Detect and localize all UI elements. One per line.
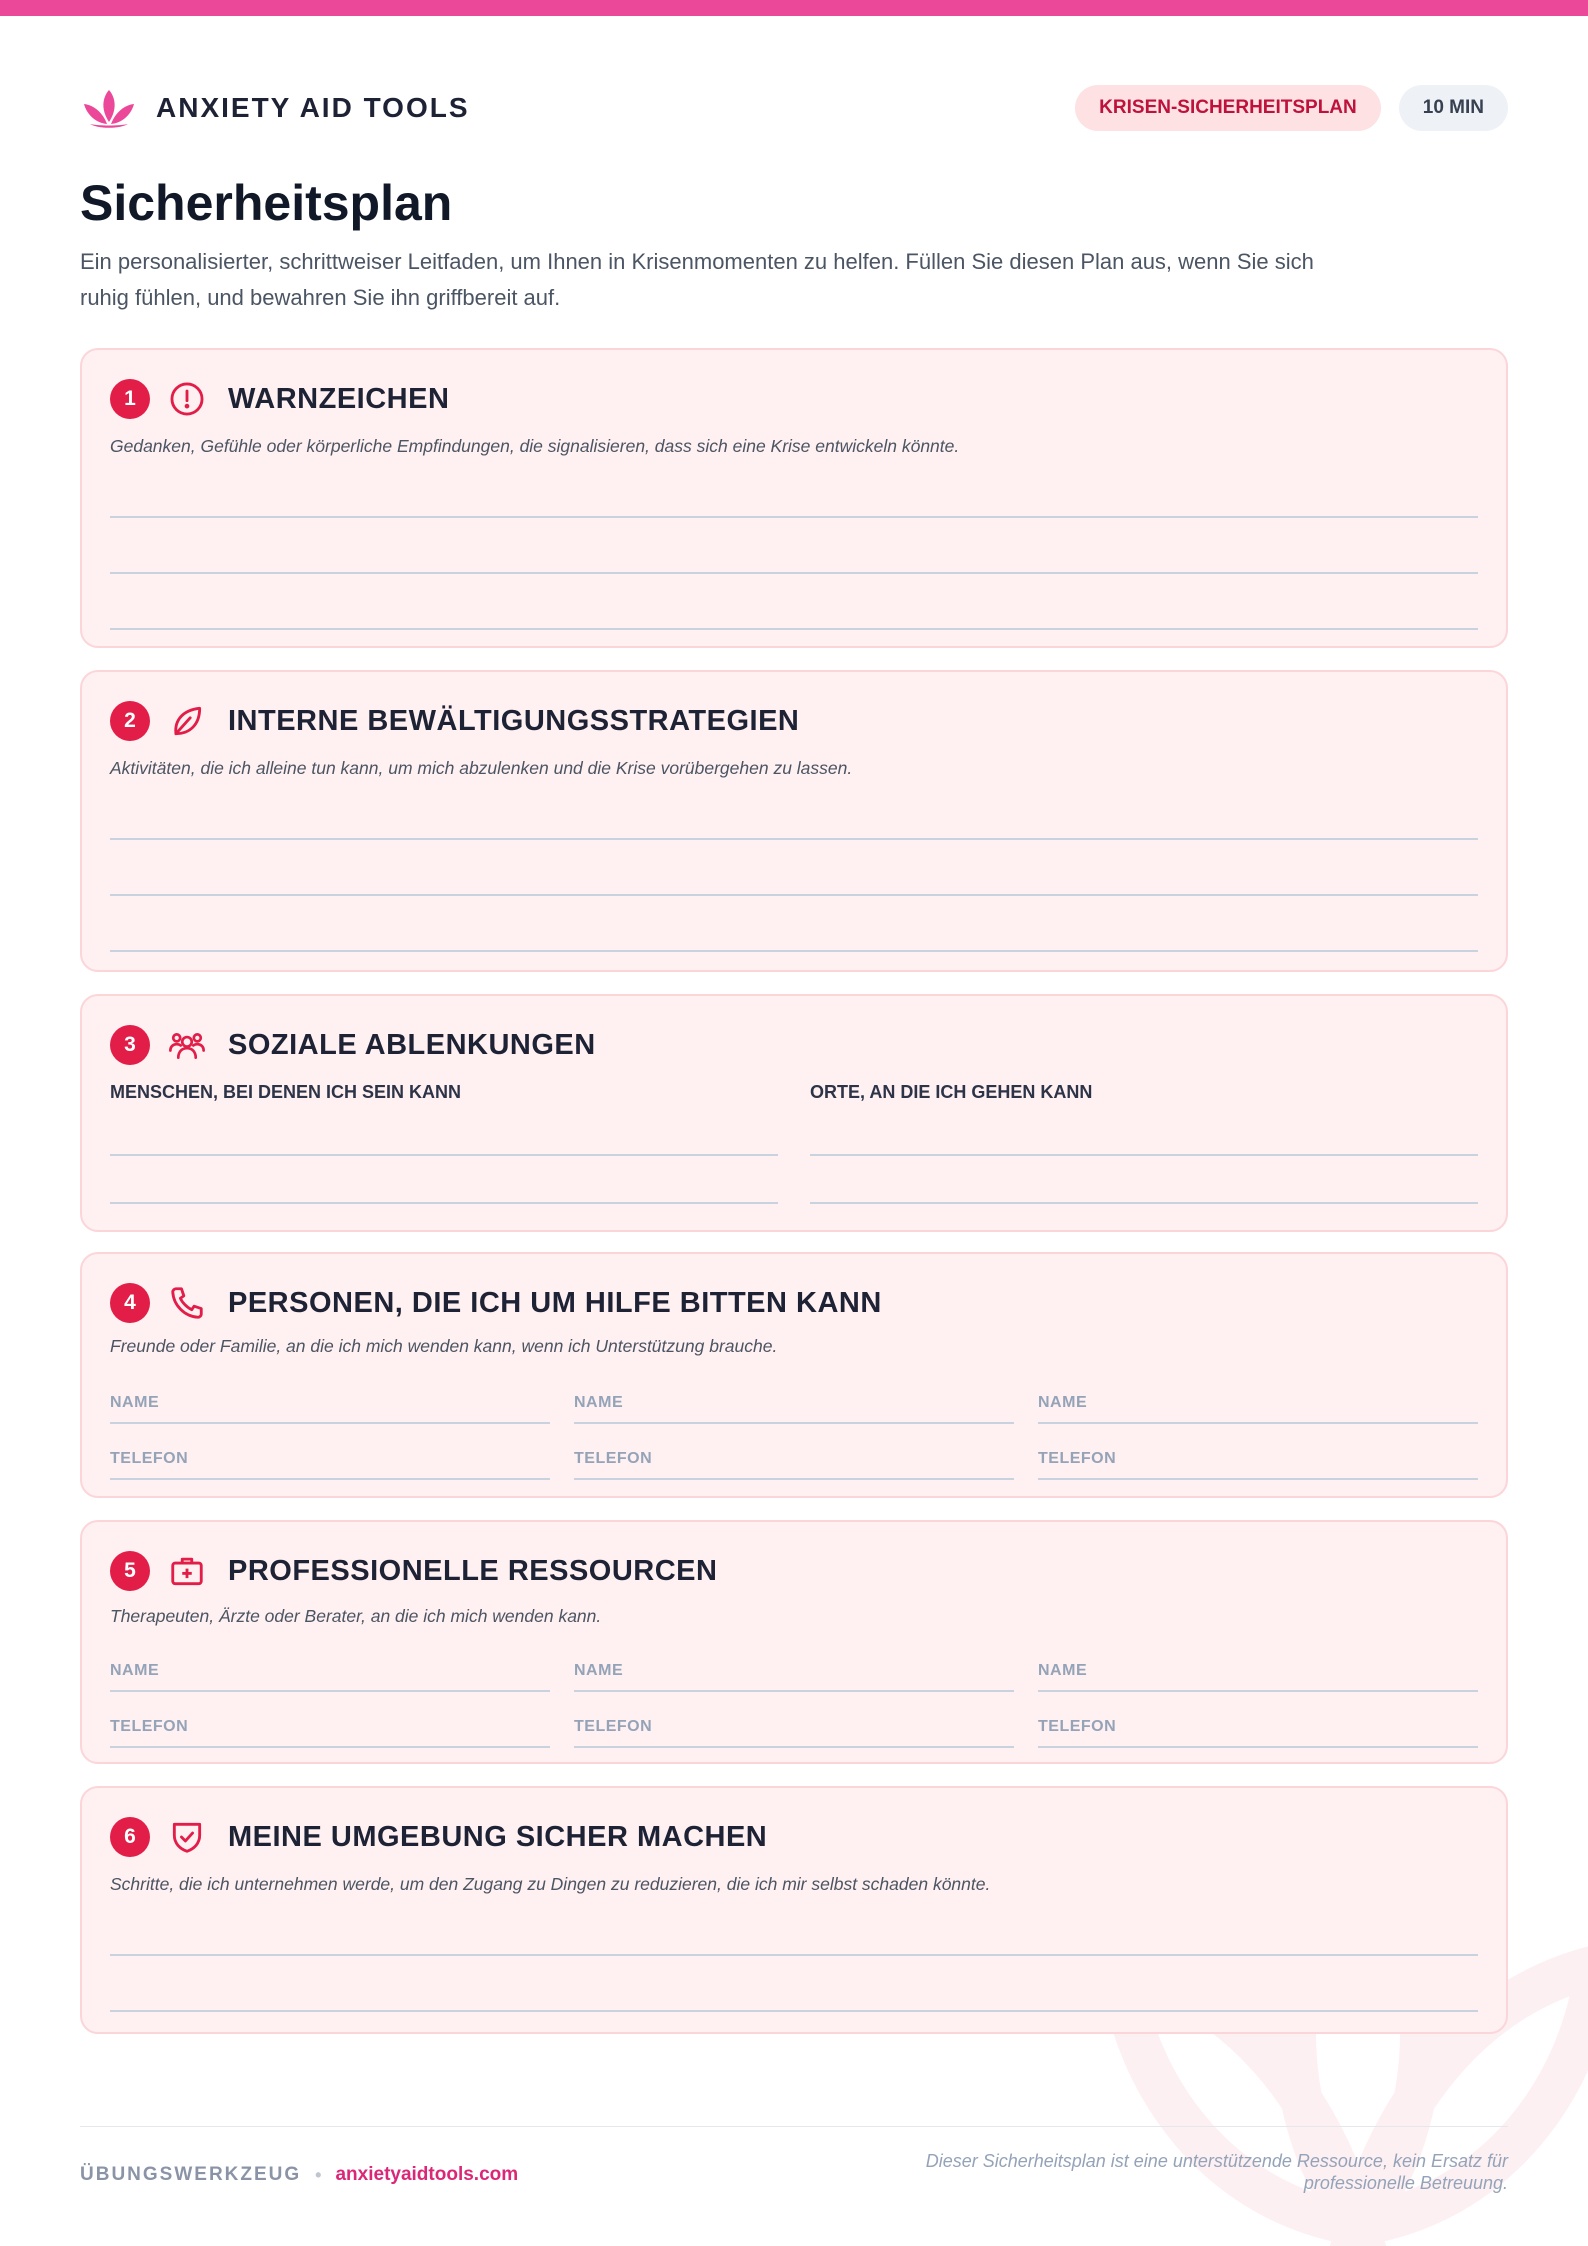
footer-divider bbox=[80, 2126, 1508, 2127]
shield-check-icon bbox=[168, 1818, 206, 1856]
phone-field-label: TELEFON bbox=[574, 1718, 653, 1735]
name-field[interactable] bbox=[110, 1422, 550, 1424]
header bbox=[80, 80, 1508, 136]
category-badge: KRISEN-SICHERHEITSPLAN bbox=[1075, 85, 1381, 131]
alert-circle-icon bbox=[168, 380, 206, 418]
phone-field[interactable] bbox=[1038, 1746, 1478, 1748]
section-coping-strategies bbox=[80, 670, 1508, 972]
intro-text: Ein personalisierter, schrittweiser Leitfaden, um Ihnen in Krisenmomenten zu helfen. Füllen Sie diesen Plan aus, wenn Sie sich ruhig fühlen, und bewahren Sie ihn griffbereit auf. bbox=[80, 249, 1314, 310]
page-title: Sicherheitsplan bbox=[80, 175, 453, 231]
section-number: 6 bbox=[110, 1817, 150, 1857]
footer-separator: • bbox=[315, 2164, 322, 2185]
medical-kit-icon bbox=[168, 1552, 206, 1590]
section-warning-signs bbox=[80, 348, 1508, 648]
places-column-label: ORTE, AN DIE ICH GEHEN KANN bbox=[810, 1082, 1093, 1102]
write-line[interactable] bbox=[110, 1954, 1478, 1956]
write-line[interactable] bbox=[810, 1154, 1478, 1156]
disclaimer-line-2: professionelle Betreuung. bbox=[1303, 2173, 1508, 2193]
leaf-icon bbox=[168, 702, 206, 740]
name-field-label: NAME bbox=[110, 1394, 160, 1411]
footer-tag: ÜBUNGSWERKZEUG bbox=[80, 2164, 302, 2185]
phone-field-label: TELEFON bbox=[1038, 1450, 1117, 1467]
write-line[interactable] bbox=[110, 628, 1478, 630]
section-number: 3 bbox=[110, 1025, 150, 1065]
name-field[interactable] bbox=[574, 1422, 1014, 1424]
name-field-label: NAME bbox=[574, 1662, 624, 1679]
write-line[interactable] bbox=[810, 1202, 1478, 1204]
section-description: Schritte, die ich unternehmen werde, um den Zugang zu Dingen zu reduzieren, die ich mir selbst schaden könnte. bbox=[110, 1874, 991, 1894]
phone-field[interactable] bbox=[574, 1746, 1014, 1748]
name-field[interactable] bbox=[1038, 1422, 1478, 1424]
duration-badge: 10 MIN bbox=[1399, 85, 1508, 131]
section-number: 1 bbox=[110, 379, 150, 419]
section-title: WARNZEICHEN bbox=[228, 382, 450, 415]
section-number: 2 bbox=[110, 701, 150, 741]
people-column-label: MENSCHEN, BEI DENEN ICH SEIN KANN bbox=[110, 1082, 462, 1102]
top-accent-bar bbox=[0, 0, 1588, 16]
lotus-icon bbox=[80, 86, 138, 130]
phone-field[interactable] bbox=[1038, 1478, 1478, 1480]
phone-field[interactable] bbox=[110, 1746, 550, 1748]
section-title: MEINE UMGEBUNG SICHER MACHEN bbox=[228, 1820, 768, 1853]
phone-field-label: TELEFON bbox=[110, 1450, 189, 1467]
write-line[interactable] bbox=[110, 1202, 778, 1204]
footer-link[interactable]: anxietyaidtools.com bbox=[335, 2164, 519, 2185]
phone-field-label: TELEFON bbox=[574, 1450, 653, 1467]
section-social-distractions bbox=[80, 994, 1508, 1232]
people-icon bbox=[168, 1026, 206, 1064]
name-field-label: NAME bbox=[1038, 1394, 1088, 1411]
section-title: PROFESSIONELLE RESSOURCEN bbox=[228, 1554, 718, 1587]
phone-field[interactable] bbox=[110, 1478, 550, 1480]
brand bbox=[80, 86, 470, 130]
name-field-label: NAME bbox=[1038, 1662, 1088, 1679]
name-field[interactable] bbox=[574, 1690, 1014, 1692]
name-field-label: NAME bbox=[574, 1394, 624, 1411]
write-line[interactable] bbox=[110, 1154, 778, 1156]
section-safe-environment bbox=[80, 1786, 1508, 2034]
section-title: SOZIALE ABLENKUNGEN bbox=[228, 1028, 596, 1061]
write-line[interactable] bbox=[110, 894, 1478, 896]
name-field-label: NAME bbox=[110, 1662, 160, 1679]
name-field[interactable] bbox=[110, 1690, 550, 1692]
section-number: 5 bbox=[110, 1551, 150, 1591]
phone-field-label: TELEFON bbox=[1038, 1718, 1117, 1735]
write-line[interactable] bbox=[110, 2010, 1478, 2012]
brand-name: ANXIETY AID TOOLS bbox=[156, 92, 470, 123]
phone-field-label: TELEFON bbox=[110, 1718, 189, 1735]
section-description: Therapeuten, Ärzte oder Berater, an die ich mich wenden kann. bbox=[110, 1606, 602, 1626]
section-description: Freunde oder Familie, an die ich mich wenden kann, wenn ich Unterstützung brauche. bbox=[110, 1336, 778, 1356]
write-line[interactable] bbox=[110, 516, 1478, 518]
write-line[interactable] bbox=[110, 838, 1478, 840]
section-title: INTERNE BEWÄLTIGUNGSSTRATEGIEN bbox=[228, 704, 800, 737]
name-field[interactable] bbox=[1038, 1690, 1478, 1692]
footer-left bbox=[80, 2164, 518, 2186]
phone-icon bbox=[168, 1284, 206, 1322]
section-professional-resources bbox=[80, 1520, 1508, 1764]
badges bbox=[1075, 85, 1508, 131]
phone-field[interactable] bbox=[574, 1478, 1014, 1480]
section-title: PERSONEN, DIE ICH UM HILFE BITTEN KANN bbox=[228, 1286, 882, 1319]
safety-plan-page bbox=[80, 16, 1508, 2246]
section-description: Aktivitäten, die ich alleine tun kann, um mich abzulenken und die Krise vorübergehen zu lassen. bbox=[110, 758, 853, 778]
section-description: Gedanken, Gefühle oder körperliche Empfindungen, die signalisieren, dass sich eine Krise entwickeln könnte. bbox=[110, 436, 960, 456]
write-line[interactable] bbox=[110, 572, 1478, 574]
write-line[interactable] bbox=[110, 950, 1478, 952]
section-number: 4 bbox=[110, 1283, 150, 1323]
footer-disclaimer bbox=[748, 2150, 1508, 2194]
disclaimer-line-1: Dieser Sicherheitsplan ist eine unterstützende Ressource, kein Ersatz für bbox=[925, 2151, 1508, 2171]
section-help-contacts bbox=[80, 1252, 1508, 1498]
